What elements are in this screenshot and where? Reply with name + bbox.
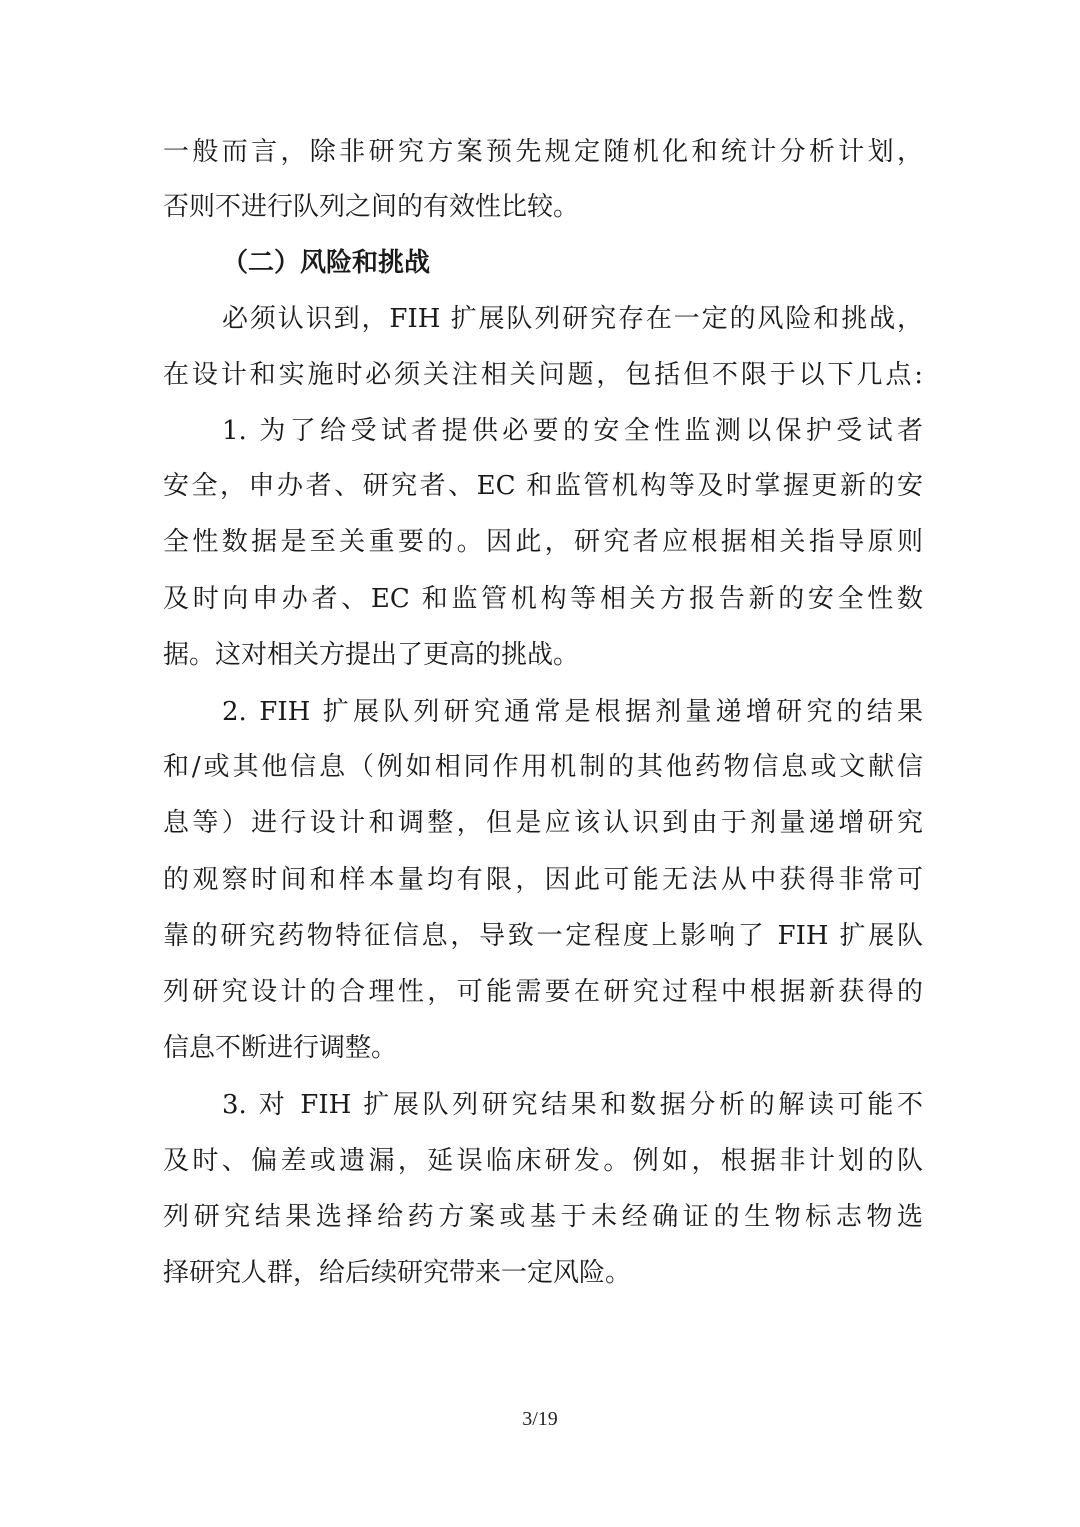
- list-item-line: 3. 对 FIH 扩展队列研究结果和数据分析的解读可能不: [222, 1090, 923, 1120]
- paragraph-line: 一般而言，除非研究方案预先规定随机化和统计分析计划，: [163, 137, 923, 167]
- list-item-line: 2. FIH 扩展队列研究通常是根据剂量递增研究的结果: [222, 697, 923, 727]
- list-item-line: 的观察时间和样本量均有限，因此可能无法从中获得非常可: [163, 865, 923, 895]
- list-item-line: 列研究结果选择给药方案或基于未经确证的生物标志物选: [163, 1202, 923, 1232]
- list-item-line: 1. 为了给受试者提供必要的安全性监测以保护受试者: [222, 416, 923, 446]
- page-number: 3/19: [522, 1408, 558, 1430]
- list-item-line: 及时向申办者、EC 和监管机构等相关方报告新的安全性数: [163, 584, 923, 614]
- paragraph-line: 在设计和实施时必须关注相关问题，包括但不限于以下几点:: [163, 360, 923, 390]
- paragraph-line: 否则不进行队列之间的有效性比较。: [163, 192, 580, 222]
- list-item-line: 和/或其他信息（例如相同作用机制的其他药物信息或文献信: [163, 752, 923, 782]
- list-item-line: 靠的研究药物特征信息，导致一定程度上影响了 FIH 扩展队: [163, 921, 923, 951]
- list-item-line: 信息不断进行调整。: [163, 1033, 398, 1063]
- list-item-line: 及时、偏差或遗漏，延误临床研发。例如，根据非计划的队: [163, 1146, 923, 1176]
- list-item-line: 安全，申办者、研究者、EC 和监管机构等及时掌握更新的安: [163, 471, 923, 501]
- list-item-line: 全性数据是至关重要的。因此，研究者应根据相关指导原则: [163, 527, 923, 557]
- list-item-line: 据。这对相关方提出了更高的挑战。: [163, 640, 580, 670]
- list-item-line: 择研究人群，给后续研究带来一定风险。: [163, 1258, 632, 1288]
- list-item-line: 息等）进行设计和调整，但是应该认识到由于剂量递增研究: [163, 808, 923, 838]
- list-item-line: 列研究设计的合理性，可能需要在研究过程中根据新获得的: [163, 977, 923, 1007]
- paragraph-line: 必须认识到，FIH 扩展队列研究存在一定的风险和挑战，: [222, 304, 923, 334]
- section-heading: （二）风险和挑战: [222, 248, 431, 278]
